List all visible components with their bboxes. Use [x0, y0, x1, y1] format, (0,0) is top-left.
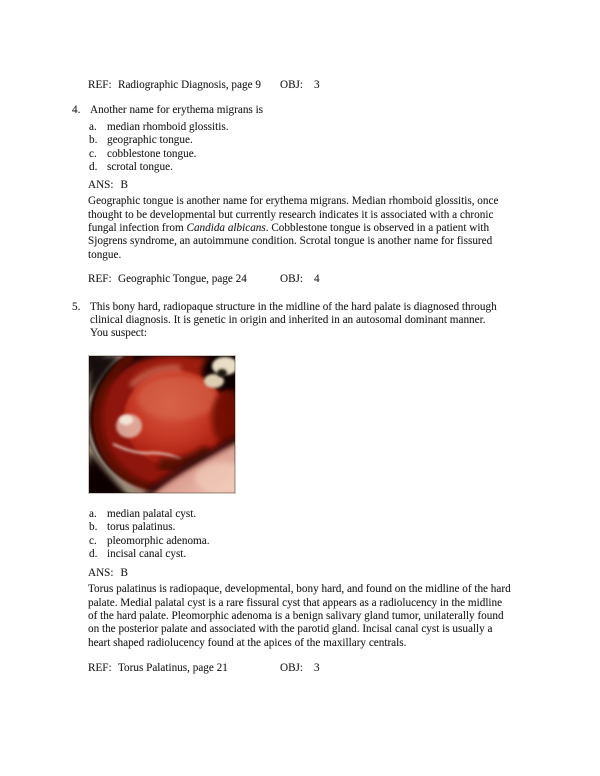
option-letter: d. [89, 161, 98, 174]
option-row [0, 148, 600, 162]
answer-line-q4 [0, 179, 600, 192]
ref-text: Torus Palatinus, page 21 [118, 662, 228, 675]
answer-value: B [120, 178, 128, 191]
option-text: median rhomboid glossitis. [107, 120, 229, 133]
option-text: torus palatinus. [107, 521, 176, 534]
option-letter: a. [89, 507, 97, 520]
obj-value: 3 [314, 662, 320, 675]
option-text: incisal canal cyst. [107, 548, 187, 561]
question-5 [0, 301, 600, 676]
question-4-stem-row [0, 104, 506, 117]
answer-label: ANS: [88, 178, 114, 191]
question-5-stem-row [0, 301, 506, 341]
palate-photo-illustration [89, 356, 235, 493]
option-row [0, 508, 600, 522]
ref-line-q4 [0, 273, 600, 286]
palate-photo [88, 355, 236, 494]
rationale-text-italic: Candida albicans [186, 222, 266, 235]
answer-line-q5 [0, 567, 600, 580]
option-letter: b. [89, 134, 98, 147]
option-text: geographic tongue. [107, 134, 193, 147]
option-text: median palatal cyst. [107, 507, 197, 520]
ref-text: Geographic Tongue, page 24 [118, 273, 247, 286]
question-5-options [0, 508, 600, 562]
option-letter: a. [89, 120, 97, 133]
ref-label: REF: [88, 273, 112, 286]
obj-label: OBJ: [280, 273, 304, 286]
ref-line-previous [0, 79, 600, 92]
ref-label: REF: [88, 662, 112, 675]
option-letter: c. [89, 534, 97, 547]
ref-label: REF: [88, 79, 112, 91]
question-4-options [0, 121, 600, 175]
option-letter: b. [89, 521, 98, 534]
option-row [0, 548, 600, 562]
ref-text: Radiographic Diagnosis, page 9 [118, 79, 261, 91]
obj-value: 3 [314, 79, 320, 91]
answer-value: B [120, 566, 128, 579]
answer-label: ANS: [88, 566, 114, 579]
question-4 [0, 104, 600, 286]
obj-label: OBJ: [280, 662, 304, 675]
rationale-text-pre: Geographic tongue is another name for erythema migrans. Median rhomboid glossitis, once thought to be developmental but currently research indicates it is associated with a chronic fungal infection from [88, 195, 499, 235]
obj-label: OBJ: [280, 79, 304, 91]
option-row [0, 134, 600, 148]
option-row [0, 161, 600, 175]
option-text: scrotal tongue. [107, 161, 173, 174]
option-letter: d. [89, 548, 98, 561]
option-row [0, 535, 600, 549]
ref-line-q5 [0, 662, 600, 675]
option-row [0, 521, 600, 535]
option-letter: c. [89, 147, 97, 160]
rationale-text: Torus palatinus is radiopaque, developmental, bony hard, and found on the midline of the hard palate. Medial palatal cyst is a rare fissural cyst that appears as a radiolucency in the midline of the hard palate. Pleomorphic adenoma is a benign salivary gland tumor, unilaterally found on the posterior palate and associated with the parotid gland. Incisal canal cyst is usually a heart shaped radiolucency found at the apices of the maxillary centrals. [88, 583, 511, 649]
option-text: pleomorphic adenoma. [107, 534, 210, 547]
rationale-q5 [0, 583, 512, 650]
option-row [0, 121, 600, 135]
rationale-text-post: . Cobblestone tongue is observed in a patient with Sjogrens syndrome, an autoimmune condition. Scrotal tongue is another name for fissured tongue. [88, 222, 493, 261]
question-5-number: 5. [72, 300, 81, 313]
question-4-stem: Another name for erythema migrans is [90, 104, 264, 117]
question-5-stem: This bony hard, radiopaque structure in the midline of the hard palate is diagnosed through clinical diagnosis. It is genetic in origin and inherited in an autosomal dominant manner. You suspect: [90, 300, 497, 340]
question-4-number: 4. [72, 104, 81, 117]
obj-value: 4 [314, 273, 320, 286]
option-text: cobblestone tongue. [107, 147, 197, 160]
rationale-q4 [0, 195, 512, 262]
